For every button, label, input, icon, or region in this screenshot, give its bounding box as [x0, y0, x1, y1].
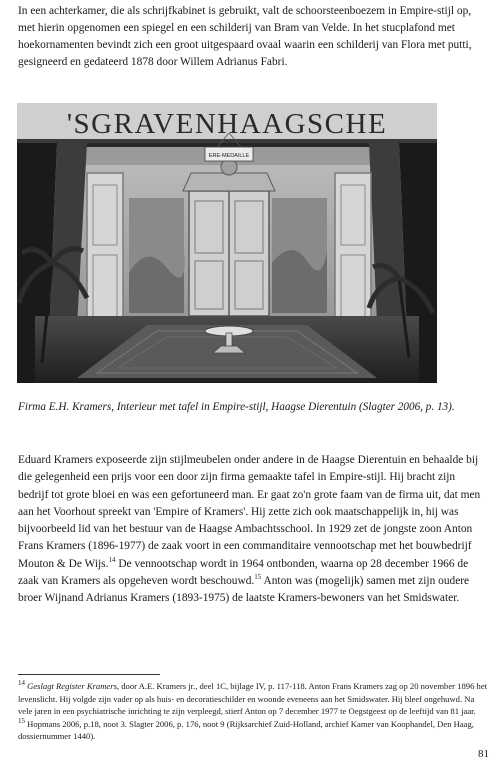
footnote-15-text: Hopmans 2006, p.18, noot 3. Slagter 2006, p. 176, noot 9 (Rijksarchief Zuid-Holland, archief Kamer van Koophandel, Den Haag, dossiernummer 1440). — [18, 718, 474, 742]
footnote-14 — [18, 680, 488, 718]
intro-paragraph: In een achterkamer, die als schrijfkabinet is gebruikt, valt de schoorsteenboezem in Empire-stijl op, met hierin opgenomen een spiegel en een schilderij van Bram van Velde. In het stucplafond met hoekornamenten bevindt zich een groot uitgespaard ovaal waarin een schilderij van Flora met putti, gesigneerd en gedateerd 1878 door Willem Adrianus Fabri. — [18, 5, 472, 68]
interior-photograph — [17, 103, 437, 383]
page-number: 81 — [478, 748, 489, 760]
body-paragraph — [18, 452, 486, 608]
body-text-part3: Anton was (mogelijk) samen met zijn oudere broer Wijnand Adrianus Kramers (1893-1975) de laatste Kramers-bewoners van het Smidswater. — [18, 575, 470, 605]
footnote-number: 15 — [18, 716, 25, 725]
footnotes — [18, 680, 488, 743]
footnote-ref-15[interactable]: 15 — [254, 573, 262, 582]
footnote-15 — [18, 718, 488, 743]
photo-caption: Firma E.H. Kramers, Interieur met tafel in Empire-stijl, Haagse Dierentuin (Slagter 2006, p. 13). — [18, 401, 455, 413]
footnote-ref-14[interactable]: 14 — [108, 555, 116, 564]
sign-text: 'SGRAVENHAAGSCHE — [66, 108, 388, 140]
footnote-14-title: Geslagt Register Kramers — [27, 681, 117, 691]
body-text-part1: Eduard Kramers exposeerde zijn stijlmeubelen onder andere in de Haagse Dierentuin en behaalde bij die gelegenheid een prijs voor een door zijn firma gemaakte tafel in Empire-stijl. Hij bracht zijn bedrijf tot grote bloei en was een gefortuneerd man. Er gaat zo'n grote faam van de firma uit, dat men aan het Voorhout spreekt van 'Empire of Kramers'. Hij zette zich ook maatschappelijk in, hij was bijvoorbeeld lid van het bestuur van de Haagse Ambachtsschool. In 1929 zet de jongste zoon Anton Frans Kramers (1896-1977) de zaak voort in een commanditaire vennootschap met het bouwbedrijf Mouton & De Wijs. — [18, 454, 481, 570]
placard-text: ERE-MEDAILLE — [208, 153, 250, 159]
body-text-part2: De vennootschap wordt in 1964 ontbonden, waarna op 28 december 1966 de zaak van Kramers als opgeheven wordt beschouwd. — [18, 557, 469, 588]
footnote-14-text: , door A.E. Kramers jr., deel 1C, bijlage IV, p. 117-118. Anton Frans Kramers zag op 20 november 1896 het levenslicht. Hij volgde zijn vader op als huis- en decoratieschilder en woonde eveneens aan het Smidswater. Hij bleef ongehuwd. Na vele jaren in een psychiatrische inrichting te zijn verpleegd, stierf Anton op 7 december 1977 te Oegstgeest op de leeftijd van 81 jaar. — [18, 681, 488, 717]
footnote-divider — [18, 674, 160, 675]
footnote-number: 14 — [18, 679, 25, 688]
